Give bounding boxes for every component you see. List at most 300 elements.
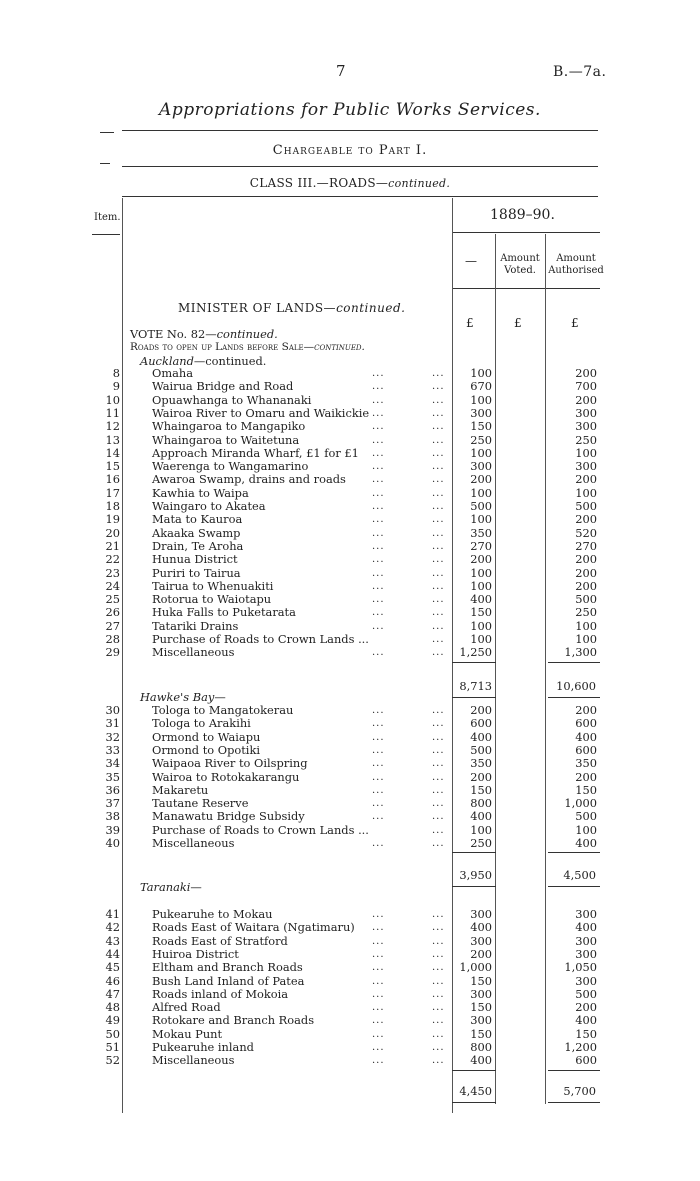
amount-column-1: 400	[470, 729, 492, 744]
item-number: 41	[105, 907, 120, 921]
leader-dots: ...	[372, 1002, 385, 1014]
item-number: 36	[105, 782, 120, 797]
column-dash: —	[465, 254, 477, 268]
amount-authorised: 500	[575, 592, 597, 607]
subtotal-authorised: 10,600	[556, 679, 596, 693]
leader-dots: ...	[372, 1015, 385, 1027]
amount-authorised: 200	[575, 703, 597, 717]
leader-dots: ...	[372, 394, 385, 406]
item-description: Purchase of Roads to Crown Lands ...	[152, 632, 369, 646]
subtotal-rule	[452, 852, 496, 853]
item-number: 52	[105, 1053, 120, 1068]
leader-dots: ...	[372, 705, 385, 716]
amount-column-1: 100	[470, 485, 492, 500]
leader-dots: ...	[432, 1002, 445, 1014]
amount-column-1: 100	[470, 565, 492, 580]
item-number: 19	[105, 512, 120, 527]
leader-dots: ...	[432, 447, 445, 459]
leader-dots: ...	[432, 1015, 445, 1027]
leader-dots: ...	[432, 514, 445, 526]
item-description: Kawhia to Waipa	[152, 485, 249, 500]
item-number: 31	[105, 716, 120, 731]
amount-authorised: 100	[575, 618, 597, 633]
table-row	[0, 961, 700, 974]
amount-authorised: 300	[575, 933, 597, 948]
table-row	[0, 434, 700, 447]
table-row	[0, 540, 700, 553]
table-row	[0, 394, 700, 407]
leader-dots: ...	[432, 718, 445, 730]
subtotal-rule	[548, 662, 600, 663]
rule-item	[92, 234, 120, 235]
minister-label: MINISTER OF LANDS—	[178, 301, 337, 315]
leader-dots: ...	[432, 922, 445, 934]
table-row	[0, 580, 700, 593]
item-number: 42	[105, 920, 120, 935]
table-row	[0, 935, 700, 948]
leader-dots: ...	[372, 922, 385, 934]
amount-authorised: 150	[575, 782, 597, 797]
amount-authorised: 250	[575, 432, 597, 447]
table-row	[0, 407, 700, 420]
amount-authorised: 1,200	[564, 1040, 597, 1054]
document-reference: B.—7a.	[553, 64, 607, 80]
group-heading-suffix: —	[190, 880, 202, 894]
leader-dots: ...	[372, 948, 385, 960]
item-number: 21	[105, 538, 120, 553]
leader-dots: ...	[432, 580, 445, 592]
leader-dots: ...	[432, 607, 445, 619]
item-description: Waingaro to Akatea	[152, 499, 266, 513]
leader-dots: ...	[372, 744, 385, 756]
amount-column-1: 800	[470, 1040, 492, 1054]
table-row	[0, 824, 700, 837]
leader-dots: ...	[432, 758, 445, 770]
item-description: Tatariki Drains	[152, 618, 239, 633]
table-row	[0, 380, 700, 393]
table-row	[0, 527, 700, 540]
amount-column-1: 200	[470, 703, 492, 717]
leader-dots: ...	[372, 909, 385, 920]
item-description: Whaingaroa to Waitetuna	[152, 432, 300, 447]
item-description: Tairua to Whenuakiti	[152, 578, 274, 593]
amount-column-1: 1,000	[459, 960, 492, 975]
amount-authorised: 270	[575, 538, 597, 553]
amount-column-1: 1,250	[459, 645, 492, 660]
amount-column-1: 150	[470, 1000, 492, 1015]
table-row	[0, 1054, 700, 1067]
table-row	[0, 717, 700, 730]
leader-dots: ...	[432, 421, 445, 433]
amount-authorised: 520	[575, 525, 597, 540]
leader-dots: ...	[372, 1028, 385, 1040]
item-number: 23	[105, 565, 120, 580]
minister-continued: continued.	[336, 301, 406, 315]
table-row	[0, 620, 700, 633]
amount-column-1: 100	[470, 512, 492, 527]
amount-column-1: 250	[470, 836, 492, 850]
leader-dots: ...	[372, 567, 385, 579]
class-continued: continued.	[388, 177, 451, 190]
rule-top-left	[100, 132, 114, 133]
leader-dots: ...	[432, 771, 445, 783]
item-number: 29	[105, 645, 120, 660]
amount-column-1: 300	[470, 986, 492, 1001]
subtotal-voted: 4,450	[459, 1084, 492, 1098]
rule-class	[122, 196, 598, 197]
item-description: Manawatu Bridge Subsidy	[152, 809, 305, 824]
group-heading-suffix: —	[214, 690, 226, 704]
group-heading-suffix: —continued.	[193, 354, 267, 368]
group-heading	[140, 690, 226, 704]
amount-column-1: 300	[470, 1013, 492, 1028]
item-number: 40	[105, 836, 120, 850]
leader-dots: ...	[372, 975, 385, 987]
leader-dots: ...	[432, 461, 445, 473]
item-description: Roads inland of Mokoia	[152, 986, 289, 1001]
amount-column-1: 270	[470, 538, 492, 553]
amount-column-1: 800	[470, 796, 492, 811]
amount-authorised: 700	[575, 379, 597, 394]
item-number: 17	[105, 485, 120, 500]
rule-mid	[122, 166, 598, 167]
item-description: Roads East of Waitara (Ngatimaru)	[152, 920, 355, 935]
leader-dots: ...	[372, 988, 385, 1000]
leader-dots: ...	[372, 580, 385, 592]
item-number: 22	[105, 552, 120, 567]
rule-year	[452, 232, 600, 233]
amount-column-1: 150	[470, 419, 492, 434]
amount-authorised: 600	[575, 742, 597, 757]
leader-dots: ...	[432, 811, 445, 823]
amount-authorised: 300	[575, 405, 597, 420]
amount-column-1: 150	[470, 605, 492, 620]
leader-dots: ...	[372, 554, 385, 566]
leader-dots: ...	[432, 1042, 445, 1053]
item-number: 11	[105, 405, 120, 420]
item-number: 12	[105, 419, 120, 434]
amount-column-1: 200	[470, 552, 492, 567]
table-row	[0, 837, 700, 850]
amount-authorised: 250	[575, 605, 597, 620]
item-number: 14	[105, 445, 120, 460]
amount-column-1: 600	[470, 716, 492, 731]
leader-dots: ...	[372, 620, 385, 632]
leader-dots: ...	[372, 718, 385, 730]
table-row	[0, 784, 700, 797]
table-row	[0, 1001, 700, 1014]
subtotal-rule	[452, 1070, 496, 1071]
item-description: Mata to Kauroa	[152, 512, 243, 527]
subtotal-rule	[452, 662, 496, 663]
item-description: Eltham and Branch Roads	[152, 960, 303, 975]
leader-dots: ...	[432, 407, 445, 419]
amount-column-1: 500	[470, 742, 492, 757]
leader-dots: ...	[432, 474, 445, 486]
item-description: Mokau Punt	[152, 1026, 223, 1041]
amount-column-1: 100	[470, 445, 492, 460]
item-number: 13	[105, 432, 120, 447]
item-description: Drain, Te Aroha	[152, 538, 244, 553]
item-number: 47	[105, 986, 120, 1001]
amount-column-1: 670	[470, 379, 492, 394]
total-rule	[452, 886, 496, 887]
item-description: Waipaoa River to Oilspring	[152, 756, 308, 771]
leader-dots: ...	[432, 824, 445, 836]
amount-column-1: 300	[470, 933, 492, 948]
leader-dots: ...	[372, 487, 385, 499]
item-description: Miscellaneous	[152, 1053, 235, 1068]
amount-column-1: 350	[470, 756, 492, 771]
amount-column-1: 150	[470, 973, 492, 988]
subtotal-authorised: 5,700	[563, 1084, 596, 1098]
amount-column-1: 250	[470, 432, 492, 447]
class-heading	[0, 176, 700, 190]
table-row	[0, 487, 700, 500]
table-row	[0, 810, 700, 823]
leader-dots: ...	[432, 838, 445, 849]
item-description: Wairoa to Rotokakarangu	[152, 769, 300, 784]
item-description: Omaha	[152, 366, 194, 380]
leader-dots: ...	[432, 647, 445, 659]
amount-authorised: 300	[575, 419, 597, 434]
amount-authorised: 1,000	[564, 796, 597, 811]
amount-authorised: 200	[575, 578, 597, 593]
leader-dots: ...	[372, 758, 385, 770]
item-number: 37	[105, 796, 120, 811]
item-description: Akaaka Swamp	[152, 525, 241, 540]
amount-authorised: 300	[575, 973, 597, 988]
leader-dots: ...	[432, 962, 445, 974]
item-number: 45	[105, 960, 120, 975]
leader-dots: ...	[432, 501, 445, 512]
group-heading-name: Taranaki	[140, 880, 191, 894]
leader-dots: ...	[372, 771, 385, 783]
table-row	[0, 921, 700, 934]
amount-column-1: 400	[470, 1053, 492, 1068]
item-description: Wairua Bridge and Road	[152, 379, 294, 394]
table-row	[0, 908, 700, 921]
item-description: Huiroa District	[152, 946, 239, 961]
leader-dots: ...	[372, 368, 385, 379]
amount-column-1: 200	[470, 946, 492, 961]
item-number: 10	[105, 392, 120, 407]
table-row	[0, 500, 700, 513]
item-description: Rotokare and Branch Roads	[152, 1013, 315, 1028]
item-number: 39	[105, 822, 120, 837]
table-row	[0, 567, 700, 580]
vote-label: VOTE No. 82—	[130, 327, 217, 341]
leader-dots: ...	[432, 705, 445, 716]
amount-authorised-header: Amount Authorised	[548, 253, 604, 276]
leader-dots: ...	[432, 1028, 445, 1040]
amount-column-1: 150	[470, 1026, 492, 1041]
table-row	[0, 513, 700, 526]
amount-column-1: 150	[470, 782, 492, 797]
rule-top	[122, 130, 598, 131]
leader-dots: ...	[372, 798, 385, 810]
table-row	[0, 797, 700, 810]
total-rule	[452, 697, 496, 698]
item-description: Puriri to Tairua	[152, 565, 241, 580]
item-description: Huka Falls to Puketarata	[152, 605, 296, 620]
leader-dots: ...	[372, 731, 385, 743]
item-description: Roads East of Stratford	[152, 933, 288, 948]
amount-column-1: 400	[470, 809, 492, 824]
table-row	[0, 593, 700, 606]
leader-dots: ...	[372, 838, 385, 849]
item-number: 33	[105, 742, 120, 757]
table-row	[0, 704, 700, 717]
leader-dots: ...	[372, 1042, 385, 1053]
table-row	[0, 757, 700, 770]
table-row	[0, 606, 700, 619]
amount-authorised: 1,300	[564, 645, 597, 660]
item-description: Approach Miranda Wharf, £1 for £1	[152, 445, 359, 460]
leader-dots: ...	[372, 647, 385, 659]
class-main: CLASS III.—ROADS—	[249, 176, 389, 190]
leader-dots: ...	[432, 368, 445, 379]
leader-dots: ...	[432, 434, 445, 446]
leader-dots: ...	[372, 594, 385, 606]
item-number: 8	[112, 366, 120, 380]
item-number: 15	[105, 459, 120, 474]
item-description: Purchase of Roads to Crown Lands ...	[152, 822, 369, 837]
page-title: Appropriations for Public Works Services.	[159, 100, 541, 120]
item-number: 25	[105, 592, 120, 607]
subtotal-rule	[548, 1070, 600, 1071]
item-description: Waerenga to Wangamarino	[152, 459, 309, 474]
item-description: Bush Land Inland of Patea	[152, 973, 305, 988]
item-description: Alfred Road	[152, 1000, 221, 1015]
item-number: 44	[105, 946, 120, 961]
item-column-header: Item.	[94, 212, 121, 223]
amount-column-1: 200	[470, 472, 492, 487]
table-row	[0, 988, 700, 1001]
leader-dots: ...	[372, 514, 385, 526]
amount-authorised: 500	[575, 986, 597, 1001]
amount-authorised: 200	[575, 472, 597, 487]
table-row	[0, 553, 700, 566]
table-row	[0, 771, 700, 784]
currency-col2: £	[571, 316, 579, 330]
item-description: Pukearuhe to Mokau	[152, 907, 273, 921]
minister-heading	[178, 301, 405, 315]
table-row	[0, 473, 700, 486]
item-number: 30	[105, 703, 120, 717]
item-number: 32	[105, 729, 120, 744]
leader-dots: ...	[372, 434, 385, 446]
amount-authorised: 200	[575, 769, 597, 784]
leader-dots: ...	[432, 487, 445, 499]
item-description: Tologa to Mangatokerau	[152, 703, 294, 717]
item-number: 18	[105, 499, 120, 513]
item-number: 9	[112, 379, 120, 394]
leader-dots: ...	[372, 527, 385, 539]
item-description: Awaroa Swamp, drains and roads	[152, 472, 346, 487]
amount-column-1: 100	[470, 632, 492, 646]
table-row	[0, 1014, 700, 1027]
item-description: Whaingaroa to Mangapiko	[152, 419, 306, 434]
amount-authorised: 200	[575, 1000, 597, 1015]
leader-dots: ...	[372, 474, 385, 486]
leader-dots: ...	[372, 381, 385, 393]
amount-authorised: 400	[575, 836, 597, 850]
roads-heading	[130, 341, 365, 353]
amount-authorised: 500	[575, 499, 597, 513]
item-number: 35	[105, 769, 120, 784]
table-row	[0, 948, 700, 961]
total-rule	[548, 886, 600, 887]
total-rule	[548, 697, 600, 698]
amount-authorised: 100	[575, 485, 597, 500]
item-description: Tautane Reserve	[152, 796, 249, 811]
leader-dots: ...	[432, 620, 445, 632]
year-header: 1889–90.	[490, 207, 555, 223]
leader-dots: ...	[432, 784, 445, 796]
subtotal-authorised: 4,500	[563, 868, 596, 882]
leader-dots: ...	[372, 935, 385, 947]
item-number: 48	[105, 1000, 120, 1015]
amount-column-1: 400	[470, 592, 492, 607]
amount-column-1: 100	[470, 366, 492, 380]
amount-authorised: 100	[575, 632, 597, 646]
item-description: Ormond to Waiapu	[152, 729, 261, 744]
total-rule	[452, 1102, 496, 1103]
leader-dots: ...	[372, 1055, 385, 1067]
leader-dots: ...	[432, 731, 445, 743]
leader-dots: ...	[372, 407, 385, 419]
leader-dots: ...	[372, 501, 385, 512]
leader-dots: ...	[372, 607, 385, 619]
chargeable-heading: Chargeable to Part I.	[272, 143, 428, 158]
amount-authorised: 400	[575, 920, 597, 935]
item-number: 27	[105, 618, 120, 633]
leader-dots: ...	[432, 527, 445, 539]
amount-authorised: 350	[575, 756, 597, 771]
roads-label: Roads to open up Lands before Sale—	[130, 341, 315, 353]
item-description: Ormond to Opotiki	[152, 742, 260, 757]
vote-heading	[130, 327, 278, 341]
currency-col1: £	[514, 316, 522, 330]
table-row	[0, 731, 700, 744]
leader-dots: ...	[432, 540, 445, 552]
amount-authorised: 200	[575, 565, 597, 580]
leader-dots: ...	[432, 909, 445, 920]
amount-authorised: 200	[575, 512, 597, 527]
amount-authorised: 200	[575, 552, 597, 567]
amount-authorised: 100	[575, 445, 597, 460]
item-number: 46	[105, 973, 120, 988]
amount-column-1: 400	[470, 920, 492, 935]
leader-dots: ...	[432, 935, 445, 947]
item-number: 43	[105, 933, 120, 948]
item-description: Miscellaneous	[152, 645, 235, 660]
amount-column-1: 500	[470, 499, 492, 513]
item-number: 26	[105, 605, 120, 620]
amount-column-1: 100	[470, 822, 492, 837]
amount-column-1: 100	[470, 578, 492, 593]
leader-dots: ...	[432, 948, 445, 960]
item-description: Makaretu	[152, 782, 209, 797]
amount-column-1: 100	[470, 392, 492, 407]
leader-dots: ...	[432, 567, 445, 579]
table-row	[0, 367, 700, 380]
table-row	[0, 1041, 700, 1054]
table-row	[0, 447, 700, 460]
group-heading	[140, 880, 202, 894]
item-number: 38	[105, 809, 120, 824]
